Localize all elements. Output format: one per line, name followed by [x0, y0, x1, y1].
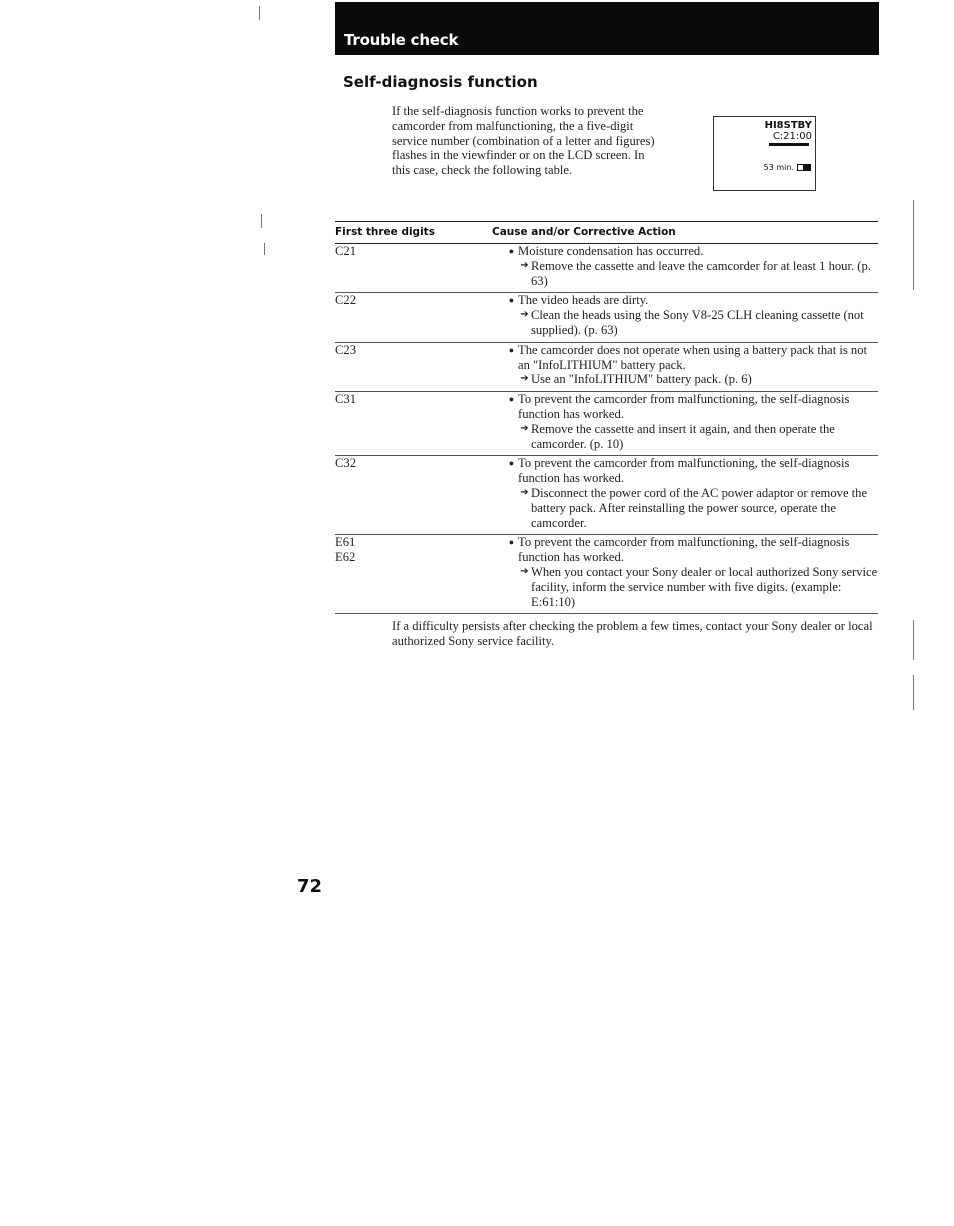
arrow-right-icon: ➔ [520, 259, 529, 271]
arrow-right-icon: ➔ [520, 422, 529, 434]
header-title: Trouble check [344, 31, 459, 49]
bullet-icon: ● [508, 246, 515, 256]
header-first-digits: First three digits [335, 226, 435, 238]
row-action: Remove the cassette and leave the camcorder for at least 1 hour. (p. 63) [531, 258, 871, 288]
viewfinder-code: C:21:00 [772, 131, 812, 142]
row-description [505, 535, 878, 609]
bullet-icon: ● [508, 394, 515, 405]
row-codes [335, 392, 505, 451]
row-code: E62 [335, 550, 356, 565]
table-header [335, 222, 878, 244]
arrow-right-icon: ➔ [520, 565, 529, 577]
viewfinder-bar [769, 143, 809, 146]
viewfinder-bottom [764, 163, 811, 172]
row-code: E61 [335, 535, 356, 550]
table-row [335, 392, 878, 456]
table-row [335, 293, 878, 342]
margin-mark [913, 200, 914, 290]
outro-paragraph: If a difficulty persists after checking the problem a few times, contact your Sony dealer or local authorized Sony service facility. [392, 619, 873, 648]
row-codes [335, 343, 505, 387]
row-code: C32 [335, 456, 356, 471]
arrow-right-icon: ➔ [520, 373, 529, 385]
viewfinder-top [765, 120, 812, 142]
viewfinder-mode: HI8 [764, 120, 784, 131]
viewfinder-remaining: 53 min. [763, 163, 794, 172]
row-codes [335, 535, 505, 609]
diagnosis-table [335, 221, 878, 614]
section-title: Self-diagnosis function [343, 73, 538, 91]
row-action: Remove the cassette and insert it again, and then operate the camcorder. (p. 10) [531, 421, 835, 451]
arrow-right-icon: ➔ [520, 486, 529, 498]
margin-mark [913, 620, 914, 660]
row-cause: Moisture condensation has occurred. [518, 244, 704, 258]
margin-mark [913, 675, 914, 710]
margin-mark [259, 6, 260, 20]
margin-mark [264, 243, 265, 255]
row-action: Use an "InfoLITHIUM" battery pack. (p. 6) [531, 372, 752, 387]
row-cause: The video heads are dirty. [518, 293, 649, 308]
row-cause: To prevent the camcorder from malfunctioning, the self-diagnosis function has worked. [518, 456, 850, 486]
bullet-icon: ● [508, 458, 515, 469]
page-number: 72 [297, 876, 323, 897]
battery-icon [797, 164, 811, 171]
header-bar [335, 2, 879, 55]
row-code: C21 [335, 244, 356, 258]
row-codes [335, 293, 505, 337]
row-description [505, 456, 878, 530]
row-cause: The camcorder does not operate when using a battery pack that is not an "InfoLITHIUM" battery pack. [518, 342, 868, 372]
row-codes [335, 244, 505, 288]
bullet-icon: ● [508, 344, 515, 355]
viewfinder-illustration [713, 116, 816, 191]
row-description [505, 244, 878, 288]
row-action: When you contact your Sony dealer or local authorized Sony service facility, inform the service number with five digits. (example: E:61:10) [531, 564, 878, 609]
row-cause: To prevent the camcorder from malfunctioning, the self-diagnosis function has worked. [518, 535, 850, 565]
table-row [335, 343, 878, 392]
header-cause-action: Cause and/or Corrective Action [492, 226, 676, 238]
viewfinder-status: STBY [783, 120, 812, 131]
intro-paragraph: If the self-diagnosis function works to prevent the camcorder from malfunctioning, the a five-digit service number (combination of a letter and figures) flashes in the viewfinder or on the LCD screen. In this case, check the following table. [392, 104, 655, 178]
table-row [335, 456, 878, 535]
row-action: Clean the heads using the Sony V8-25 CLH cleaning cassette (not supplied). (p. 63) [531, 308, 864, 337]
bullet-icon: ● [508, 537, 515, 548]
row-code: C23 [335, 342, 356, 357]
row-description [505, 392, 878, 451]
row-description [505, 293, 878, 337]
bullet-icon: ● [508, 295, 515, 306]
row-action: Disconnect the power cord of the AC power adaptor or remove the battery pack. After reinstalling the power source, operate the camcorder. [531, 485, 868, 530]
row-description [505, 343, 878, 387]
table-row [335, 535, 878, 614]
row-code: C31 [335, 392, 356, 407]
arrow-right-icon: ➔ [520, 309, 529, 321]
row-codes [335, 456, 505, 530]
row-code: C22 [335, 293, 356, 308]
margin-mark [261, 214, 262, 228]
table-row [335, 244, 878, 293]
row-cause: To prevent the camcorder from malfunctioning, the self-diagnosis function has worked. [518, 392, 850, 421]
